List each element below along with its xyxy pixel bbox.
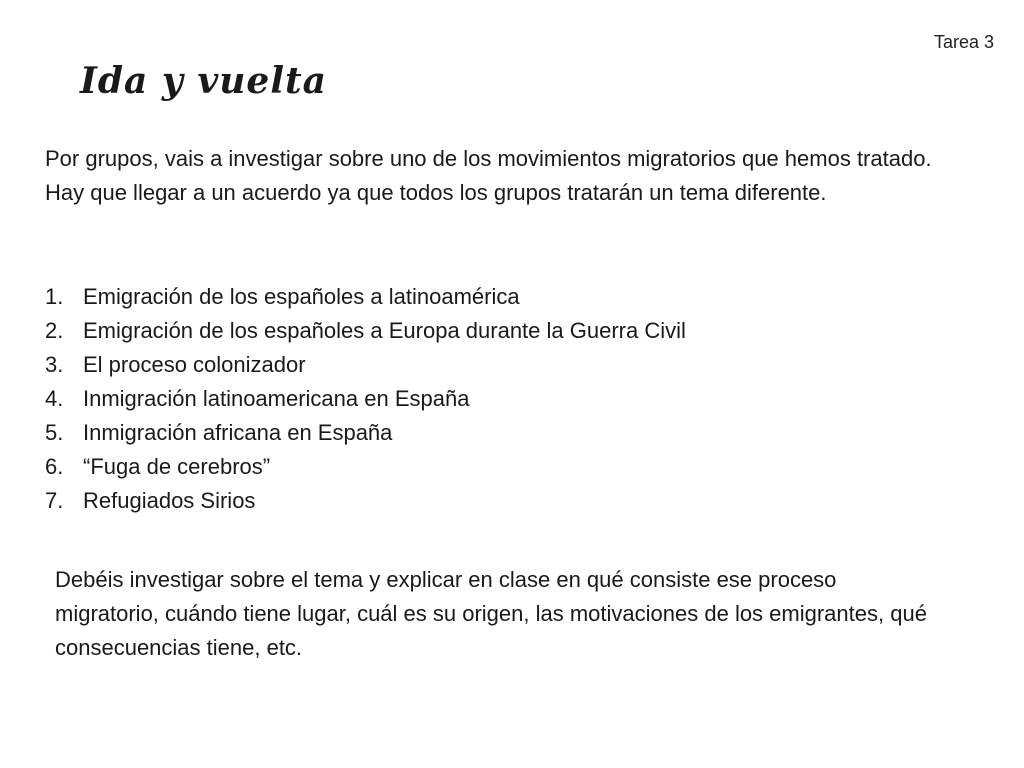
list-number: 1.: [45, 284, 64, 309]
topic-list: [45, 280, 686, 518]
list-number: 7.: [45, 488, 64, 513]
list-number: 5.: [45, 420, 64, 445]
closing-paragraph: Debéis investigar sobre el tema y explicar en clase en qué consiste ese proceso migratorio, cuándo tiene lugar, cuál es su origen, las motivaciones de los emigrantes, qué consecuencias tiene, etc.: [55, 567, 927, 660]
list-item-text: Inmigración latinoamericana en España: [83, 386, 470, 411]
list-item: [45, 348, 686, 382]
list-item-text: El proceso colonizador: [83, 352, 306, 377]
list-item: [45, 314, 686, 348]
list-item: [45, 416, 686, 450]
list-item-text: Emigración de los españoles a latinoamérica: [83, 284, 520, 309]
task-label: Tarea 3: [933, 32, 994, 52]
list-item-text: Refugiados Sirios: [83, 488, 256, 513]
list-item-text: Emigración de los españoles a Europa durante la Guerra Civil: [83, 318, 686, 343]
list-number: 4.: [45, 386, 64, 411]
list-item: [45, 382, 686, 416]
list-item: [45, 484, 686, 518]
list-item: [45, 450, 686, 484]
list-item-text: Inmigración africana en España: [83, 420, 393, 445]
intro-paragraph: Por grupos, vais a investigar sobre uno de los movimientos migratorios que hemos tratado. Hay que llegar a un acuerdo ya que todos los grupos tratarán un tema diferente.: [45, 146, 932, 205]
list-number: 3.: [45, 352, 64, 377]
list-number: 2.: [45, 318, 64, 343]
list-item-text: “Fuga de cerebros”: [83, 454, 271, 479]
list-number: 6.: [45, 454, 64, 479]
list-item: [45, 280, 686, 314]
slide-title: Ida y vuelta: [80, 60, 327, 102]
